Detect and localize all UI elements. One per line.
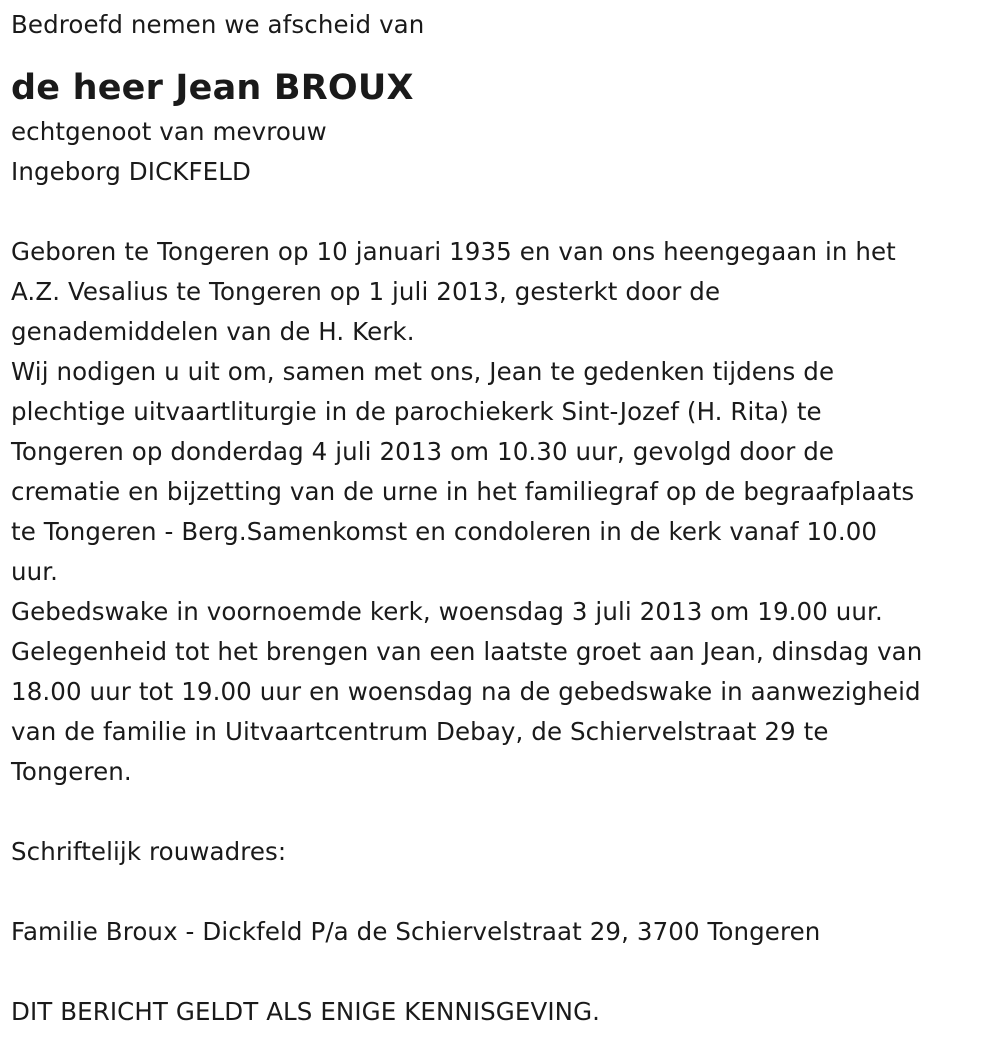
- spacer: [11, 952, 996, 992]
- spouse-line-1: echtgenoot van mevrouw: [11, 117, 327, 146]
- body-line: 18.00 uur tot 19.00 uur en woensdag na de gebedswake in aanwezigheid: [11, 677, 921, 706]
- mourning-address: Familie Broux - Dickfeld P/a de Schiervelstraat 29, 3700 Tongeren: [11, 917, 821, 946]
- body-line: Wij nodigen u uit om, samen met ons, Jean te gedenken tijdens de: [11, 357, 835, 386]
- body-line: genademiddelen van de H. Kerk.: [11, 317, 415, 346]
- spouse-line-2: Ingeborg DICKFELD: [11, 157, 251, 186]
- body-line: plechtige uitvaartliturgie in de parochiekerk Sint-Jozef (H. Rita) te: [11, 397, 822, 426]
- body-line: Gebedswake in voornoemde kerk, woensdag 3 juli 2013 om 19.00 uur.: [11, 597, 883, 626]
- deceased-name: de heer Jean BROUX: [11, 68, 414, 108]
- spacer: [11, 872, 996, 912]
- body-line: Tongeren op donderdag 4 juli 2013 om 10.30 uur, gevolgd door de: [11, 437, 835, 466]
- closing-statement: DIT BERICHT GELDT ALS ENIGE KENNISGEVING.: [11, 997, 601, 1026]
- spacer: [11, 192, 996, 232]
- body-line: crematie en bijzetting van de urne in het familiegraf op de begraafplaats: [11, 477, 915, 506]
- body-line: A.Z. Vesalius te Tongeren op 1 juli 2013, gesterkt door de: [11, 277, 721, 306]
- body-text: [11, 232, 996, 792]
- spacer: [11, 792, 996, 832]
- intro-text: Bedroefd nemen we afscheid van: [11, 10, 425, 39]
- body-line: Gelegenheid tot het brengen van een laatste groet aan Jean, dinsdag van: [11, 637, 923, 666]
- body-line: van de familie in Uitvaartcentrum Debay, de Schiervelstraat 29 te: [11, 717, 829, 746]
- obituary-notice: [11, 0, 996, 1032]
- body-line: Tongeren.: [11, 757, 132, 786]
- body-line: uur.: [11, 557, 59, 586]
- address-label: Schriftelijk rouwadres:: [11, 837, 287, 866]
- body-line: Geboren te Tongeren op 10 januari 1935 en van ons heengegaan in het: [11, 237, 896, 266]
- body-line: te Tongeren - Berg.Samenkomst en condoleren in de kerk vanaf 10.00: [11, 517, 878, 546]
